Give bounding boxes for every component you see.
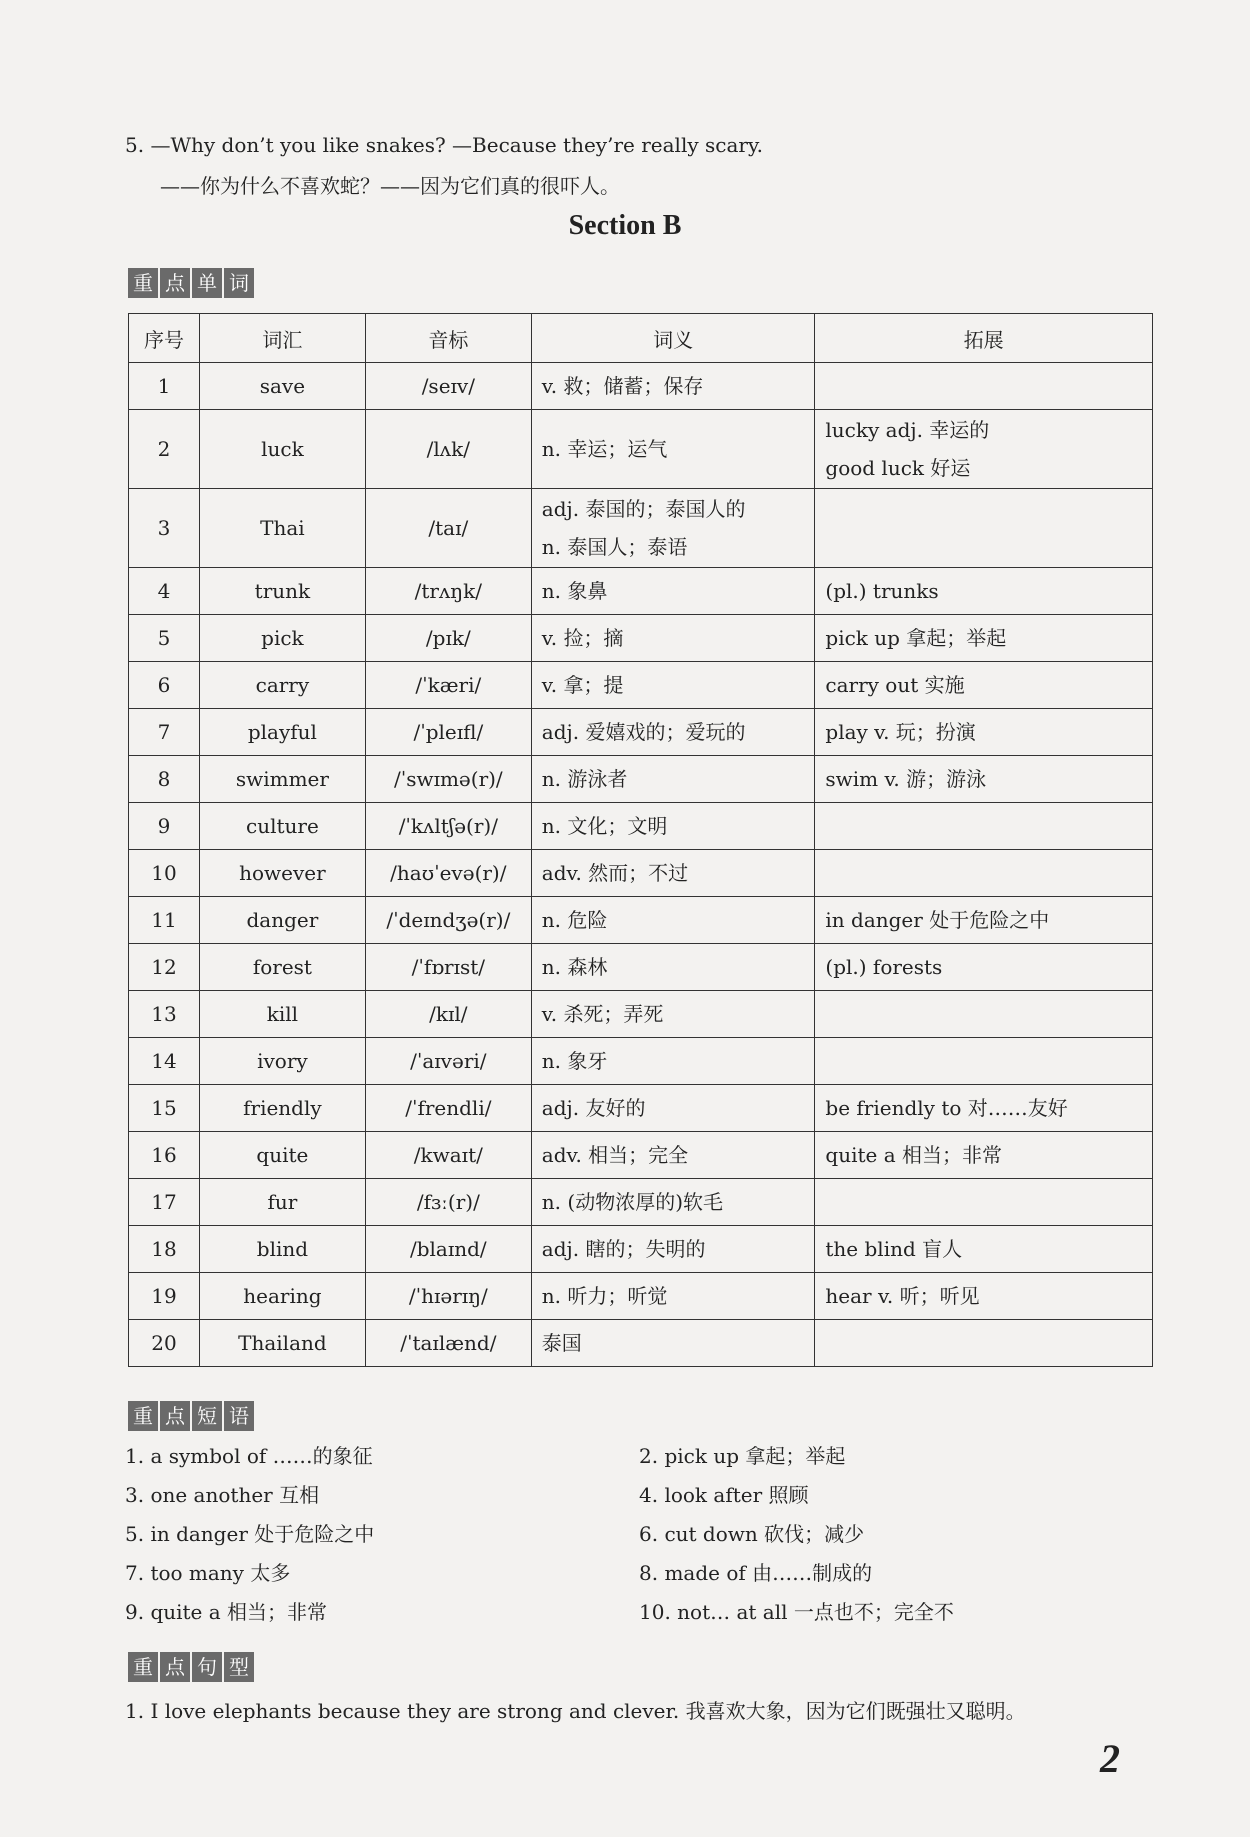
cell-meaning-text: n. 象牙 [541,1049,608,1073]
cell-extension [815,410,1153,489]
cell-phonetic [365,709,531,756]
cell-word [199,489,365,568]
cell-meaning-text: v. 捡；摘 [541,626,624,650]
cell-meaning-text: n. 文化；文明 [541,814,668,838]
tag-char: 重 [128,268,158,298]
cell-word [199,615,365,662]
cell-meaning [531,803,815,850]
vocabulary-table [128,313,1153,1367]
cell-phonetic-text: /ˈswɪmə(r)/ [393,767,503,791]
cell-phonetic-text: /ˈdeɪndʒə(r)/ [386,908,511,932]
cell-meaning [531,1226,815,1273]
cell-meaning-text: n. 听力；听觉 [541,1284,668,1308]
cell-extension-text: be friendly to 对……友好 [825,1096,1068,1120]
cell-meaning-text: n. 象鼻 [541,579,608,603]
cell-number-text: 8 [157,767,171,791]
cell-extension [815,1085,1153,1132]
tag-char: 词 [224,268,254,298]
table-row [129,410,1153,489]
cell-word-text: fur [267,1190,298,1214]
key-sentence: 1. I love elephants because they are strong and clever. 我喜欢大象，因为它们既强壮又聪明。 [125,1699,1026,1723]
cell-phonetic [365,991,531,1038]
table-row [129,662,1153,709]
cell-meaning-text: n. 游泳者 [541,767,628,791]
cell-meaning [531,568,815,615]
cell-meaning-text: v. 救；储蓄；保存 [541,374,704,398]
cell-word [199,944,365,991]
cell-number-text: 12 [151,955,177,979]
table-row [129,991,1153,1038]
cell-meaning-text: n. 森林 [541,955,608,979]
cell-extension [815,568,1153,615]
cell-word-text: pick [261,626,304,650]
cell-word-text: hearing [243,1284,322,1308]
cell-phonetic-text: /trʌŋk/ [414,579,483,603]
cell-extension-text: in danger 处于危险之中 [825,908,1050,932]
cell-phonetic [365,944,531,991]
cell-number [129,897,200,944]
cell-extension [815,662,1153,709]
cell-word [199,850,365,897]
cell-phonetic-text: /lʌk/ [426,437,470,461]
cell-meaning [531,850,815,897]
cell-word [199,363,365,410]
cell-number [129,1179,200,1226]
cell-phonetic-text: /seɪv/ [421,374,475,398]
cell-word [199,897,365,944]
cell-number-text: 5 [157,626,171,650]
cell-meaning [531,944,815,991]
table-row [129,1085,1153,1132]
table-row [129,615,1153,662]
key-words-tag [128,268,254,298]
phrase-item: 9. quite a 相当；非常 [125,1600,328,1624]
cell-number-text: 1 [157,374,171,398]
cell-phonetic [365,410,531,489]
cell-word [199,1132,365,1179]
cell-extension [815,803,1153,850]
cell-meaning [531,1085,815,1132]
cell-extension [815,1226,1153,1273]
cell-word-text: Thai [260,516,305,540]
cell-meaning-text: 泰国 [541,1331,582,1355]
cell-meaning [531,1038,815,1085]
cell-extension [815,489,1153,568]
table-row [129,756,1153,803]
table-row [129,709,1153,756]
cell-phonetic-text: /pɪk/ [425,626,471,650]
cell-meaning-text: adv. 相当；完全 [541,1143,689,1167]
table-row [129,1132,1153,1179]
cell-phonetic-text: /blaɪnd/ [409,1237,487,1261]
cell-meaning [531,489,815,568]
cell-extension-text: (pl.) forests [825,955,943,979]
table-row [129,1273,1153,1320]
phrase-item: 2. pick up 拿起；举起 [639,1444,846,1468]
cell-extension-text: (pl.) trunks [825,579,939,603]
cell-meaning-text: n. 泰国人；泰语 [541,535,688,559]
tag-char: 点 [160,268,190,298]
cell-extension [815,1038,1153,1085]
cell-word [199,568,365,615]
table-row [129,1179,1153,1226]
cell-number-text: 13 [151,1002,177,1026]
cell-number-text: 10 [151,861,177,885]
phrase-item: 1. a symbol of ……的象征 [125,1444,373,1468]
cell-word [199,1038,365,1085]
cell-extension [815,709,1153,756]
cell-phonetic-text: /ˈpleɪfl/ [413,720,484,744]
cell-meaning [531,991,815,1038]
cell-word-text: carry [255,673,310,697]
cell-word-text: trunk [254,579,311,603]
cell-phonetic-text: /fɜː(r)/ [416,1190,480,1214]
table-row [129,1038,1153,1085]
cell-number [129,803,200,850]
cell-word-text: Thailand [238,1331,327,1355]
cell-extension-text: lucky adj. 幸运的 [825,418,990,442]
cell-number-text: 15 [151,1096,177,1120]
cell-number [129,568,200,615]
cell-phonetic-text: /ˈkæri/ [415,673,482,697]
cell-phonetic [365,803,531,850]
cell-number [129,709,200,756]
cell-number-text: 7 [157,720,171,744]
cell-phonetic-text: /haʊˈevə(r)/ [390,861,507,885]
cell-extension [815,850,1153,897]
cell-extension [815,1320,1153,1367]
cell-phonetic-text: /kwaɪt/ [413,1143,483,1167]
cell-meaning [531,615,815,662]
cell-number-text: 17 [151,1190,177,1214]
cell-meaning-text: adv. 然而；不过 [541,861,689,885]
header-meaning: 词义 [531,314,815,363]
cell-phonetic-text: /ˈhɪərɪŋ/ [408,1284,488,1308]
cell-meaning [531,410,815,489]
cell-extension [815,897,1153,944]
cell-phonetic [365,615,531,662]
cell-meaning-text: n. (动物浓厚的)软毛 [541,1190,723,1214]
cell-number [129,1273,200,1320]
cell-meaning [531,662,815,709]
cell-phonetic-text: /ˈfɒrɪst/ [411,955,486,979]
phrase-item: 6. cut down 砍伐；减少 [639,1522,865,1546]
cell-extension [815,944,1153,991]
cell-number [129,1038,200,1085]
cell-extension [815,991,1153,1038]
cell-meaning [531,756,815,803]
cell-phonetic [365,662,531,709]
cell-word-text: danger [246,908,319,932]
cell-number [129,489,200,568]
cell-phonetic-text: /ˈaɪvəri/ [410,1049,487,1073]
cell-meaning-text: adj. 泰国的；泰国人的 [541,497,746,521]
cell-meaning-text: adj. 瞎的；失明的 [541,1237,706,1261]
cell-phonetic [365,568,531,615]
cell-phonetic [365,897,531,944]
cell-phonetic-text: /ˈtaɪlænd/ [400,1331,497,1355]
phrase-item: 10. not… at all 一点也不；完全不 [639,1600,954,1624]
cell-number [129,1085,200,1132]
cell-word-text: kill [266,1002,299,1026]
cell-number-text: 9 [157,814,171,838]
table-row [129,897,1153,944]
cell-phonetic [365,1179,531,1226]
cell-number [129,1320,200,1367]
tag-char: 点 [160,1652,190,1682]
cell-meaning-text: adj. 友好的 [541,1096,646,1120]
cell-phonetic [365,489,531,568]
cell-word-text: luck [261,437,304,461]
cell-word-text: blind [256,1237,309,1261]
cell-number [129,1132,200,1179]
cell-number-text: 16 [151,1143,177,1167]
cell-word-text: however [239,861,326,885]
tag-char: 重 [128,1401,158,1431]
section-title: Section B [568,210,682,241]
cell-phonetic-text: /kɪl/ [429,1002,468,1026]
table-row [129,1226,1153,1273]
tag-char: 重 [128,1652,158,1682]
table-row [129,363,1153,410]
page-number: 2 [1100,1736,1120,1781]
cell-word-text: swimmer [235,767,329,791]
cell-phonetic-text: /ˈfrendli/ [405,1096,492,1120]
tag-char: 点 [160,1401,190,1431]
cell-phonetic-text: /taɪ/ [428,516,469,540]
cell-meaning [531,709,815,756]
cell-word [199,410,365,489]
phrase-item: 3. one another 互相 [125,1483,320,1507]
phrase-item: 8. made of 由……制成的 [639,1561,873,1585]
cell-phonetic [365,1320,531,1367]
cell-meaning [531,1179,815,1226]
cell-number [129,410,200,489]
cell-meaning [531,1273,815,1320]
cell-extension-text: quite a 相当；非常 [825,1143,1002,1167]
phrase-item: 5. in danger 处于危险之中 [125,1522,375,1546]
tag-char: 语 [224,1401,254,1431]
cell-extension [815,1132,1153,1179]
cell-word-text: quite [256,1143,309,1167]
cell-phonetic [365,850,531,897]
table-row [129,489,1153,568]
cell-number [129,850,200,897]
cell-phonetic [365,1226,531,1273]
cell-word [199,1320,365,1367]
table-row [129,850,1153,897]
cell-extension-text: the blind 盲人 [825,1237,963,1261]
cell-extension [815,615,1153,662]
cell-extension-text: hear v. 听；听见 [825,1284,980,1308]
cell-extension-text: play v. 玩；扮演 [825,720,976,744]
cell-phonetic [365,756,531,803]
cell-extension-text: carry out 实施 [825,673,965,697]
cell-meaning [531,363,815,410]
header-phonetic: 音标 [365,314,531,363]
cell-word [199,662,365,709]
cell-meaning [531,1320,815,1367]
tag-char: 句 [192,1652,222,1682]
table-row [129,1320,1153,1367]
cell-number-text: 18 [151,1237,177,1261]
cell-extension-text: swim v. 游；游泳 [825,767,987,791]
cell-meaning-text: n. 幸运；运气 [541,437,668,461]
cell-extension [815,1179,1153,1226]
tag-char: 短 [192,1401,222,1431]
cell-number-text: 6 [157,673,171,697]
cell-number [129,615,200,662]
cell-word [199,991,365,1038]
cell-phonetic [365,1132,531,1179]
cell-number [129,1226,200,1273]
table-header-row [129,314,1153,363]
cell-number [129,756,200,803]
header-word: 词汇 [199,314,365,363]
cell-meaning [531,897,815,944]
table-row [129,568,1153,615]
cell-number [129,662,200,709]
cell-word [199,803,365,850]
cell-extension [815,363,1153,410]
cell-word-text: ivory [257,1049,308,1073]
header-number: 序号 [129,314,200,363]
table-row [129,803,1153,850]
cell-extension [815,1273,1153,1320]
cell-number-text: 11 [151,908,177,932]
cell-word-text: friendly [243,1096,322,1120]
cell-word [199,1226,365,1273]
cell-number-text: 14 [151,1049,177,1073]
cell-meaning [531,1132,815,1179]
cell-word [199,756,365,803]
tag-char: 型 [224,1652,254,1682]
cell-extension [815,756,1153,803]
phrase-item: 4. look after 照顾 [639,1483,809,1507]
cell-number-text: 4 [157,579,171,603]
cell-meaning-text: adj. 爱嬉戏的；爱玩的 [541,720,746,744]
cell-word-text: culture [246,814,319,838]
cell-meaning-text: v. 拿；提 [541,673,624,697]
table-row [129,944,1153,991]
cell-word [199,1179,365,1226]
intro-english: 5. —Why don’t you like snakes? —Because they’re really scary. [125,133,763,157]
cell-word-text: playful [247,720,317,744]
cell-phonetic [365,1085,531,1132]
cell-word-text: save [259,374,306,398]
phrase-item: 7. too many 太多 [125,1561,291,1585]
cell-number [129,991,200,1038]
cell-extension-text: good luck 好运 [825,456,971,480]
tag-char: 单 [192,268,222,298]
cell-number-text: 19 [151,1284,177,1308]
cell-number [129,363,200,410]
cell-word [199,1085,365,1132]
cell-meaning-text: v. 杀死；弄死 [541,1002,664,1026]
cell-phonetic-text: /ˈkʌltʃə(r)/ [398,814,498,838]
intro-chinese: ——你为什么不喜欢蛇？——因为它们真的很吓人。 [160,174,620,198]
cell-phonetic [365,363,531,410]
cell-number-text: 2 [157,437,171,461]
key-sentences-tag [128,1652,254,1682]
cell-word [199,709,365,756]
cell-word-text: forest [252,955,312,979]
header-extension: 拓展 [815,314,1153,363]
cell-phonetic [365,1273,531,1320]
cell-extension-text: pick up 拿起；举起 [825,626,1007,650]
cell-meaning-text: n. 危险 [541,908,608,932]
cell-word [199,1273,365,1320]
key-phrases-tag [128,1401,254,1431]
cell-number-text: 20 [151,1331,177,1355]
cell-number [129,944,200,991]
cell-number-text: 3 [157,516,171,540]
cell-phonetic [365,1038,531,1085]
